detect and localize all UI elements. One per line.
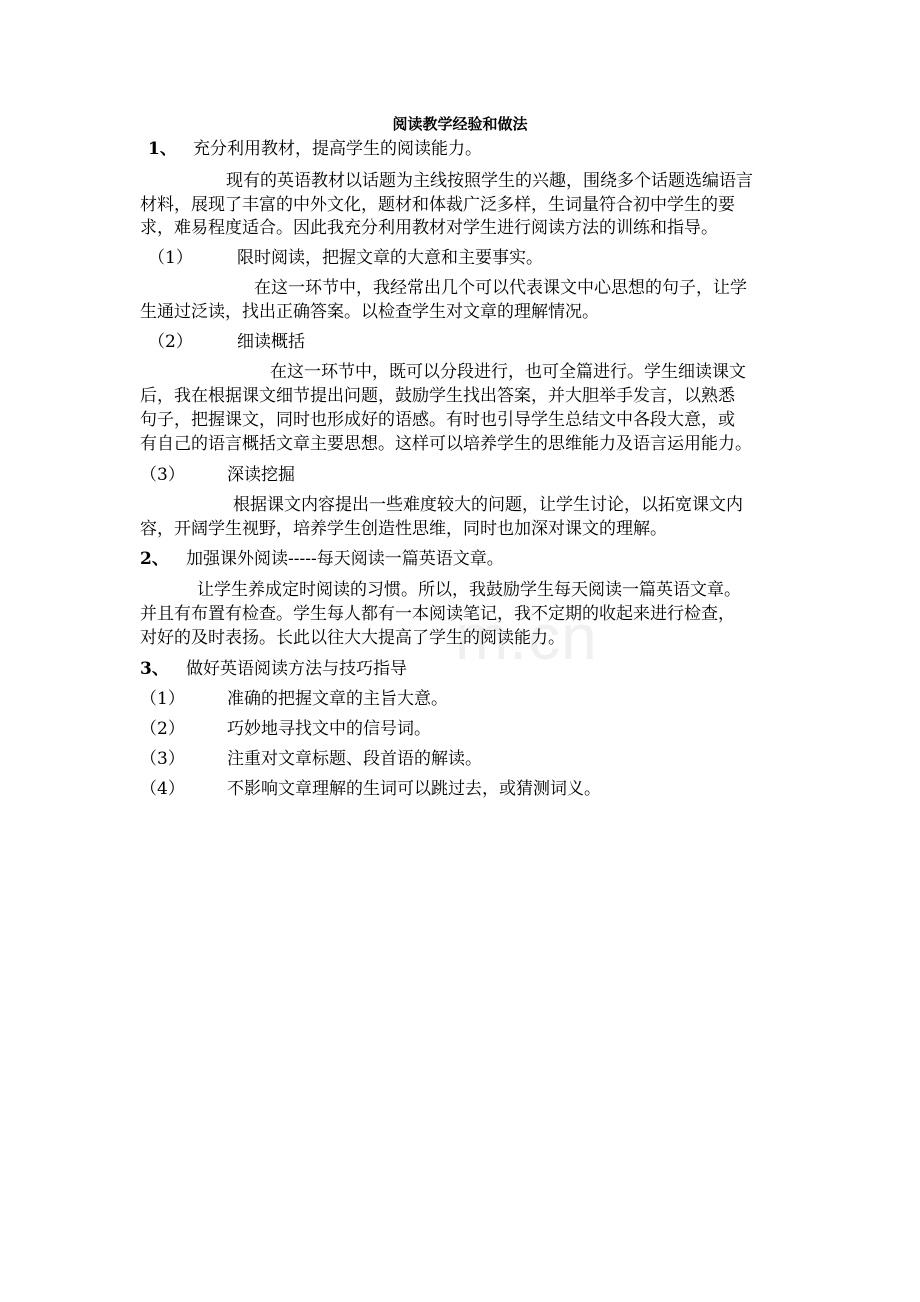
section-2-para-line-1: 让学生养成定时阅读的习惯。所以，我鼓励学生每天阅读一篇英语文章。 [197,580,741,600]
item-1-2-marker: （2） [148,332,193,352]
item-3-2-marker: （2） [140,719,185,739]
item-3-3-marker: （3） [140,749,185,769]
section-2-heading: 加强课外阅读-----每天阅读一篇英语文章。 [186,549,504,569]
item-3-3-label: 注重对文章标题、段首语的解读。 [227,749,482,769]
document-title: 阅读教学经验和做法 [392,115,528,133]
item-3-2-label: 巧妙地寻找文中的信号词。 [227,719,431,739]
item-1-1-para-line-2: 生通过泛读，找出正确答案。以检查学生对文章的理解情况。 [140,302,599,322]
section-2-para-line-3: 对好的及时表扬。长此以往大大提高了学生的阅读能力。 [140,628,565,648]
item-1-3-para-line-1: 根据课文内容提出一些难度较大的问题，让学生讨论，以拓宽课文内 [233,495,743,515]
item-3-4-label: 不影响文章理解的生词可以跳过去，或猜测词义。 [227,779,601,799]
item-1-1-para-line-1: 在这一环节中，我经常出几个可以代表课文中心思想的句子，让学 [254,278,747,298]
section-1-heading: 充分利用教材，提高学生的阅读能力。 [193,139,482,159]
item-1-3-label: 深读挖掘 [227,465,295,485]
section-1-para-line-3: 求，难易程度适合。因此我充分利用教材对学生进行阅读方法的训练和指导。 [140,218,718,238]
item-1-2-para-line-3: 句子，把握课文，同时也形成好的语感。有时也引导学生总结文中各段大意，或 [140,410,735,430]
item-3-1-label: 准确的把握文章的主旨大意。 [227,689,448,709]
item-3-1-marker: （1） [140,689,185,709]
item-1-1-marker: （1） [148,248,193,268]
watermark: m.cn [455,601,598,673]
item-1-2-para-line-4: 有自己的语言概括文章主要思想。这样可以培养学生的思维能力及语言运用能力。 [140,434,752,454]
item-1-3-para-line-2: 容，开阔学生视野，培养学生创造性思维，同时也加深对课文的理解。 [140,519,667,539]
section-3-heading: 做好英语阅读方法与技巧指导 [186,659,407,679]
section-2-number: 2、 [140,549,169,569]
item-1-2-para-line-1: 在这一环节中，既可以分段进行，也可全篇进行。学生细读课文 [270,362,746,382]
item-1-2-para-line-2: 后，我在根据课文细节提出问题，鼓励学生找出答案，并大胆举手发言，以熟悉 [140,386,735,406]
section-3-number: 3、 [140,659,169,679]
item-1-1-label: 限时阅读，把握文章的大意和主要事实。 [237,248,543,268]
item-1-3-marker: （3） [140,465,185,485]
section-1-number: 1、 [148,139,177,159]
section-2-para-line-2: 并且有布置有检查。学生每人都有一本阅读笔记，我不定期的收起来进行检查， [140,604,735,624]
section-1-para-line-1: 现有的英语教材以话题为主线按照学生的兴趣，围绕多个话题选编语言 [226,171,753,191]
item-1-2-label: 细读概括 [237,332,305,352]
item-3-4-marker: （4） [140,779,185,799]
section-1-para-line-2: 材料，展现了丰富的中外文化，题材和体裁广泛多样，生词量符合初中学生的要 [140,195,735,215]
